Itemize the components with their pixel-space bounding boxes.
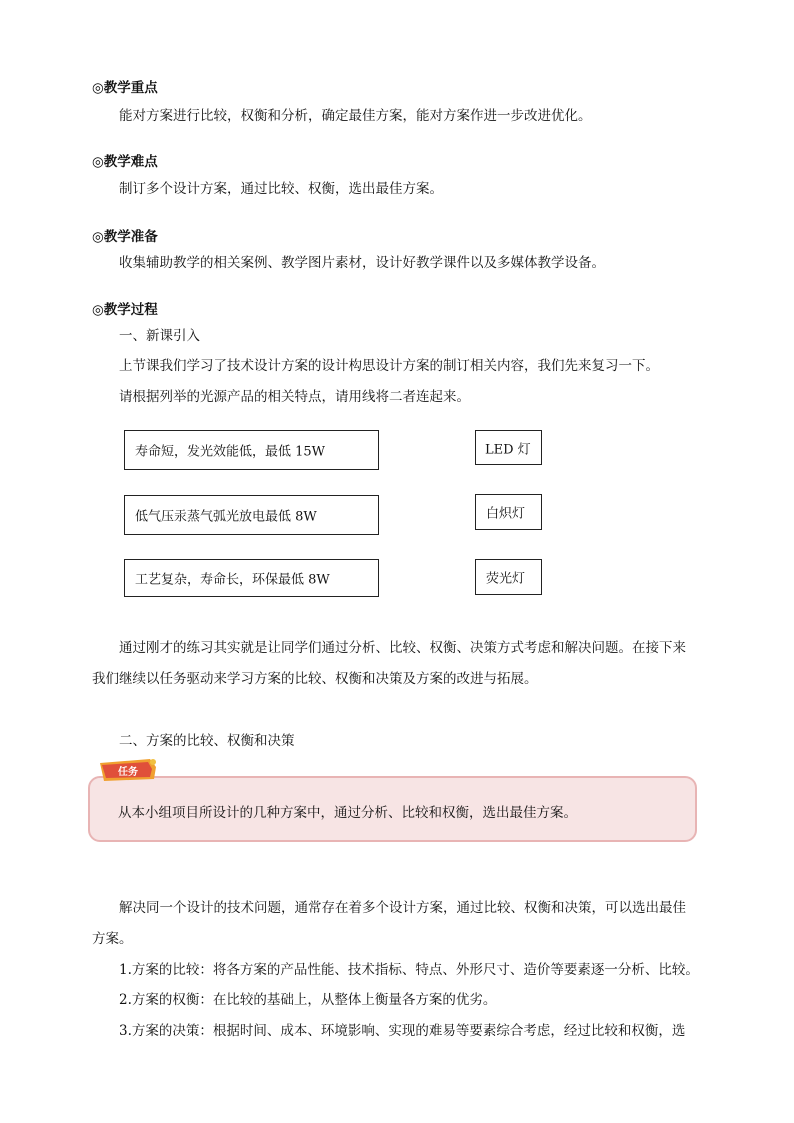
body-item-2: 2.方案的权衡：在比较的基础上，从整体上衡量各方案的优劣。 xyxy=(119,992,497,1008)
process-p2: 请根据列举的光源产品的相关特点，请用线将二者连起来。 xyxy=(119,389,470,405)
match-right-box-1 xyxy=(475,430,542,465)
match-left-text-3: 工艺复杂，寿命长，环保最低 8W xyxy=(135,572,330,588)
heading-process: ◎教学过程 xyxy=(92,302,158,318)
task-text: 从本小组项目所设计的几种方案中，通过分析、比较和权衡，选出最佳方案。 xyxy=(118,805,577,821)
match-left-box-2 xyxy=(124,495,379,535)
match-left-box-3 xyxy=(124,559,379,597)
process-sub1: 一、新课引入 xyxy=(119,328,200,344)
match-right-text-1: LED 灯 xyxy=(485,442,531,457)
body-p1-line1: 解决同一个设计的技术问题，通常存在着多个设计方案，通过比较、权衡和决策，可以选出最佳 xyxy=(119,900,686,916)
match-left-box-1 xyxy=(124,430,379,470)
match-left-text-1: 寿命短，发光效能低，最低 15W xyxy=(135,444,326,460)
body-item-3: 3.方案的决策：根据时间、成本、环境影响、实现的难易等要素综合考虑，经过比较和权衡，选 xyxy=(119,1023,686,1039)
match-left-text-2: 低气压汞蒸气弧光放电最低 8W xyxy=(135,509,317,525)
after-exercise-line1: 通过刚才的练习其实就是让同学们通过分析、比较、权衡、决策方式考虑和解决问题。在接下来 xyxy=(119,640,686,656)
body-item-1: 1.方案的比较：将各方案的产品性能、技术指标、特点、外形尺寸、造价等要素逐一分析、比较。 xyxy=(119,962,699,978)
heading-preparation: ◎教学准备 xyxy=(92,229,158,245)
heading-key-points: ◎教学重点 xyxy=(92,80,158,96)
match-right-text-2: 白炽灯 xyxy=(486,506,526,522)
body-p1-line2: 方案。 xyxy=(92,931,133,947)
match-right-text-3: 荧光灯 xyxy=(486,571,526,587)
preparation-text: 收集辅助教学的相关案例、教学图片素材，设计好教学课件以及多媒体教学设备。 xyxy=(119,255,605,271)
match-right-box-3 xyxy=(475,559,542,595)
match-right-box-2 xyxy=(475,494,542,530)
heading-difficulties: ◎教学难点 xyxy=(92,154,158,170)
process-p1: 上节课我们学习了技术设计方案的设计构思设计方案的制订相关内容，我们先来复习一下。 xyxy=(119,358,659,374)
difficulties-text: 制订多个设计方案，通过比较、权衡，选出最佳方案。 xyxy=(119,181,443,197)
after-exercise-line2: 我们继续以任务驱动来学习方案的比较、权衡和决策及方案的改进与拓展。 xyxy=(92,671,538,687)
section2-title: 二、方案的比较、权衡和决策 xyxy=(119,733,295,749)
task-box xyxy=(88,776,697,842)
key-points-text: 能对方案进行比较，权衡和分析，确定最佳方案，能对方案作进一步改进优化。 xyxy=(119,108,592,124)
task-tag-label: 任务 xyxy=(118,767,138,778)
